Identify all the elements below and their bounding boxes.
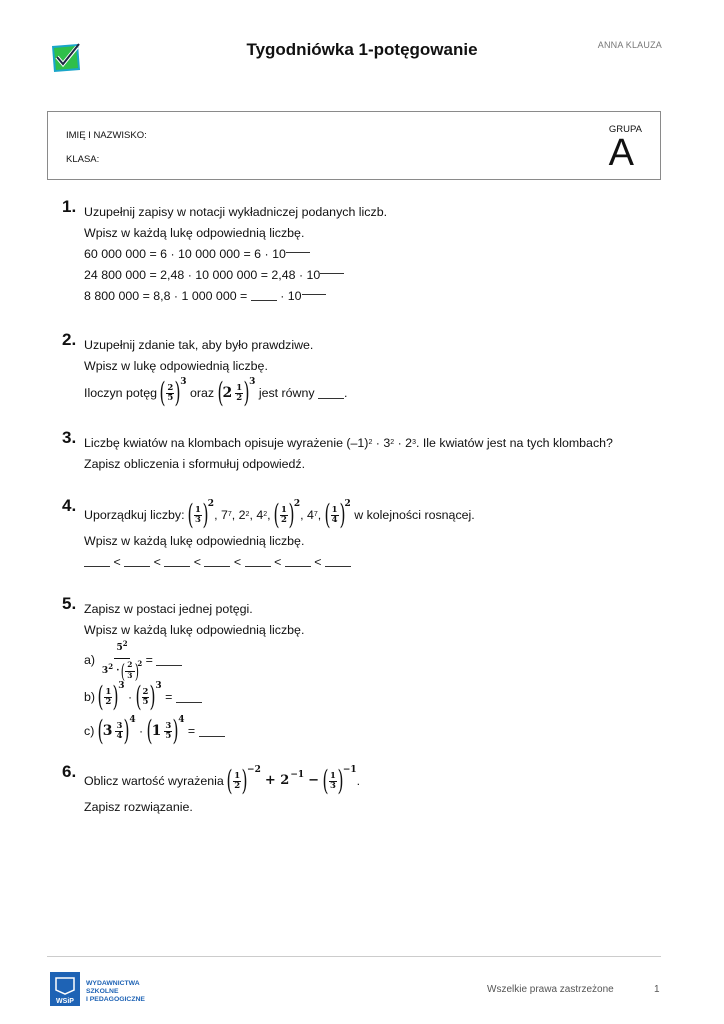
answer-blank[interactable] — [325, 556, 351, 567]
answer-blank[interactable] — [199, 726, 225, 737]
q4-instruction: Wpisz w każdą lukę odpowiednią liczbę. — [84, 533, 305, 548]
q4-numbers: Uporządkuj liczby: ( 1 3 ) 2 , 7 7 , 2 2 , 4 2 , ( 1 2 ) 2 , 4 7 , ( 1 4 ) 2 w kolejności rosnącej. — [84, 498, 475, 531]
question-2 — [62, 330, 672, 410]
question-6 — [62, 762, 672, 817]
group-letter: A — [608, 132, 634, 174]
question-3 — [62, 428, 672, 474]
page-number: 1 — [654, 984, 660, 995]
question-number: 3. — [62, 428, 77, 447]
q2-sentence: Iloczyn potęg ( 2 5 ) 3 oraz ( 2 1 2 ) 3 jest równy . — [84, 376, 348, 409]
question-number: 1. — [62, 197, 77, 216]
page-title: Tygodniówka 1-potęgowanie — [246, 40, 478, 59]
question-number: 5. — [62, 594, 77, 613]
answer-blank[interactable] — [124, 556, 150, 567]
q5-part-a: a) $5^2$ 3 2 · ( 2 3 ) 2 = — [84, 640, 672, 680]
q5-instruction-2: Wpisz w każdą lukę odpowiednią liczbę. — [84, 622, 305, 637]
q3-instruction: Zapisz obliczenia i sformułuj odpowiedź. — [84, 456, 306, 471]
answer-blank[interactable] — [176, 692, 202, 703]
copyright-notice: Wszelkie prawa zastrzeżone — [487, 984, 614, 995]
q3-text: Liczbę kwiatów na klombach opisuje wyrażenie (–1) 2 · 3 2 · 2 3 . Ile kwiatów jest na tych klombach? — [84, 435, 613, 450]
student-info-box — [47, 111, 661, 180]
q2-instruction: Uzupełnij zdanie tak, aby było prawdziwe. — [84, 337, 314, 352]
q5-part-c: c) ( 3 3 4 ) 4 · ( 1 3 5 ) 4 = — [84, 714, 672, 748]
fraction-power: ( 2 5 ) 3 — [159, 376, 187, 409]
q1-equation-2: 24 800 000 = 2,48 · 10 000 000 = 2,48 · 10 — [84, 264, 672, 285]
author-name: ANNA KLAUZA — [597, 40, 662, 50]
answer-blank[interactable] — [245, 556, 271, 567]
question-number: 6. — [62, 762, 77, 781]
answer-blank[interactable] — [302, 284, 326, 295]
q1-equation-1: 60 000 000 = 6 · 10 000 000 = 6 · 10 — [84, 243, 672, 264]
answer-blank[interactable] — [84, 556, 110, 567]
question-number: 4. — [62, 496, 77, 515]
answer-blank[interactable] — [204, 556, 230, 567]
answer-blank[interactable] — [164, 556, 190, 567]
footer-divider — [47, 956, 661, 957]
q6-expression: Oblicz wartość wyrażenia ( 1 2 ) −2 + 2 −1 − ( 1 3 ) −1 . — [84, 764, 361, 797]
mixed-number-power: ( 2 1 2 ) 3 — [217, 376, 256, 409]
svg-text:WSiP: WSiP — [56, 998, 74, 1005]
q1-instruction: Uzupełnij zapisy w notacji wykładniczej podanych liczb. — [84, 204, 388, 219]
q1-equation-3: 8 800 000 = 8,8 · 1 000 000 = · 10 — [84, 285, 672, 306]
answer-blank[interactable] — [285, 556, 311, 567]
question-1 — [62, 197, 672, 306]
q2-instruction-2: Wpisz w lukę odpowiednią liczbę. — [84, 358, 268, 373]
name-label: IMIĘ I NAZWISKO: — [66, 130, 147, 141]
answer-blank[interactable] — [318, 388, 344, 399]
class-label: KLASA: — [66, 154, 100, 165]
q6-instruction: Zapisz rozwiązanie. — [84, 799, 193, 814]
q5-part-b: b) ( 1 2 ) 3 · ( 2 5 ) 3 = — [84, 680, 672, 714]
wsip-logo-icon — [50, 972, 80, 1006]
publisher-name: WYDAWNICTWA SZKOLNE I PEDAGOGICZNE — [86, 980, 145, 1003]
answer-blank[interactable] — [156, 655, 182, 666]
question-4 — [62, 496, 672, 572]
group-label: GRUPA — [608, 124, 642, 135]
answer-blank[interactable] — [320, 263, 344, 274]
question-5 — [62, 594, 672, 748]
question-number: 2. — [62, 330, 77, 349]
q4-order-blanks: < < < < < < — [84, 551, 672, 572]
compound-fraction: $5^2$ 3 2 · ( 2 3 ) 2 — [101, 638, 143, 683]
answer-blank[interactable] — [251, 290, 277, 301]
q5-instruction: Zapisz w postaci jednej potęgi. — [84, 601, 253, 616]
answer-blank[interactable] — [286, 242, 310, 253]
q1-instruction-2: Wpisz w każdą lukę odpowiednią liczbę. — [84, 225, 305, 240]
